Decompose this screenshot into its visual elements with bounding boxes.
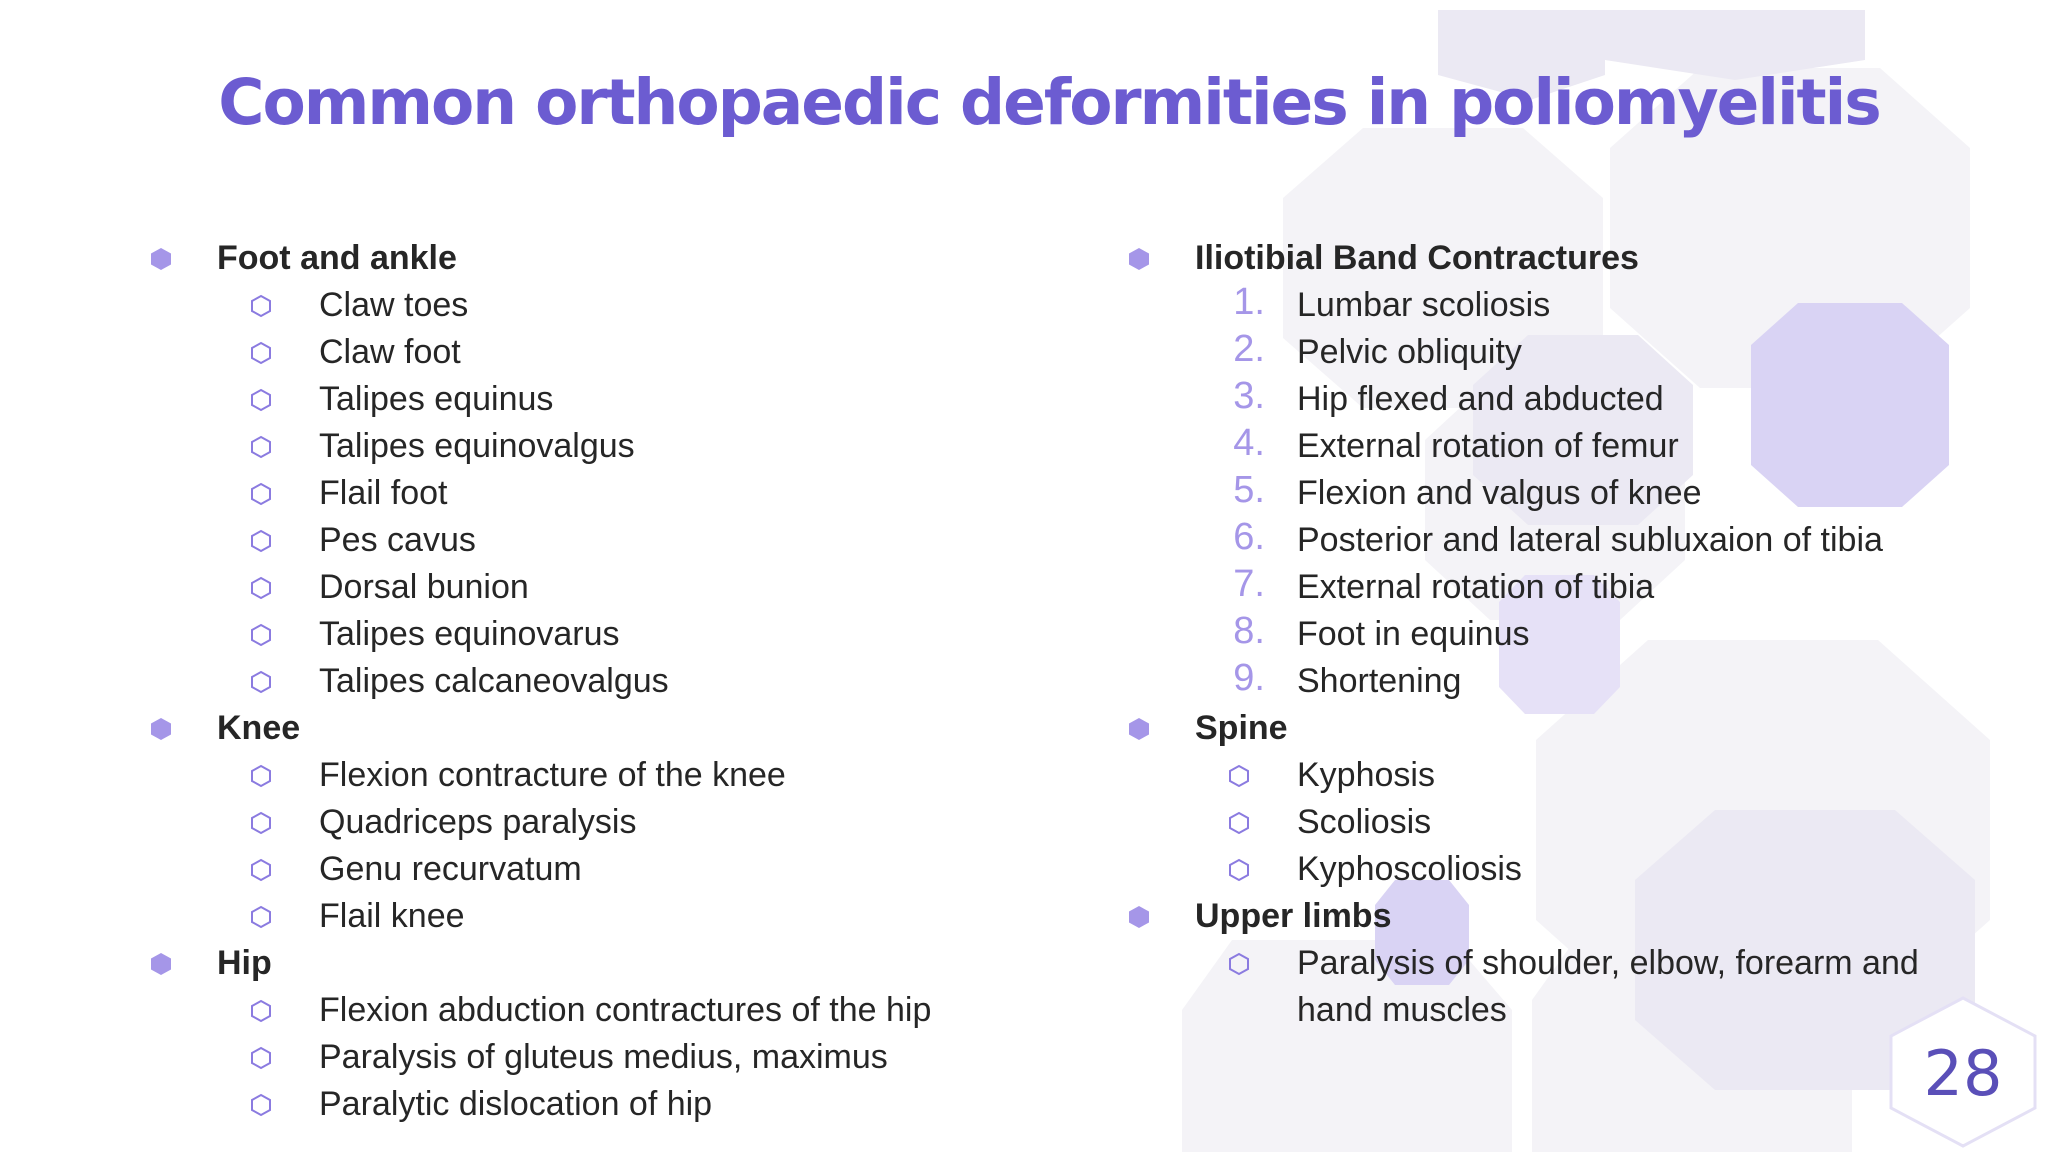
outline-hexagon-bullet-icon	[250, 858, 272, 882]
item-text: External rotation of femur	[1297, 427, 1679, 465]
outline-hexagon-bullet-icon	[250, 388, 272, 412]
heading-text: Foot and ankle	[217, 239, 457, 277]
item-text: External rotation of tibia	[1297, 568, 1655, 606]
outline-hexagon-bullet-icon	[1228, 811, 1250, 835]
outline-hexagon-bullet-icon	[1228, 952, 1250, 976]
slide-title: Common orthopaedic deformities in poliomyelitis	[218, 66, 1880, 139]
list-item	[319, 753, 786, 797]
list-item	[319, 847, 582, 891]
section-heading	[1195, 236, 1639, 280]
list-item	[319, 1035, 888, 1079]
numbered-item	[1233, 516, 1883, 562]
item-text: Flexion contracture of the knee	[319, 756, 786, 794]
section-heading	[1195, 894, 1391, 938]
filled-hexagon-bullet-icon	[150, 247, 172, 271]
list-item	[319, 424, 635, 468]
list-item	[319, 471, 448, 515]
item-text: Genu recurvatum	[319, 850, 582, 888]
item-text: Kyphosis	[1297, 756, 1435, 794]
item-text: Paralytic dislocation of hip	[319, 1085, 713, 1123]
numbered-item	[1233, 328, 1522, 374]
item-text: Flail foot	[319, 474, 448, 512]
heading-text: Upper limbs	[1195, 897, 1392, 935]
outline-hexagon-bullet-icon	[250, 341, 272, 365]
item-text: Lumbar scoliosis	[1297, 286, 1551, 324]
item-number: 3.	[1233, 375, 1265, 417]
filled-hexagon-bullet-icon	[1128, 247, 1150, 271]
item-text: Claw toes	[319, 286, 469, 324]
list-item	[319, 988, 931, 1032]
outline-hexagon-bullet-icon	[250, 435, 272, 459]
outline-hexagon-bullet-icon	[250, 905, 272, 929]
list-item	[319, 800, 636, 844]
filled-hexagon-bullet-icon	[150, 717, 172, 741]
heading-text: Iliotibial Band Contractures	[1195, 239, 1639, 277]
filled-hexagon-bullet-icon	[150, 952, 172, 976]
numbered-item	[1233, 281, 1551, 327]
section-heading	[217, 236, 457, 280]
outline-hexagon-bullet-icon	[250, 670, 272, 694]
page-number: 28	[1923, 1037, 2003, 1110]
item-text: Pelvic obliquity	[1297, 333, 1522, 371]
heading-text: Hip	[217, 944, 272, 982]
numbered-item	[1233, 422, 1679, 468]
item-number: 8.	[1233, 610, 1265, 652]
item-text: Talipes calcaneovalgus	[319, 662, 669, 700]
item-number: 5.	[1233, 469, 1265, 511]
list-item	[319, 377, 553, 421]
item-text: Shortening	[1297, 662, 1462, 700]
page-number-badge	[1888, 995, 2038, 1149]
outline-hexagon-bullet-icon	[250, 529, 272, 553]
section-heading	[1195, 706, 1288, 750]
item-text: Paralysis of shoulder, elbow, forearm and	[1297, 944, 1919, 982]
item-text: Posterior and lateral subluxaion of tibia	[1297, 521, 1883, 559]
list-item	[319, 565, 529, 609]
outline-hexagon-bullet-icon	[250, 1046, 272, 1070]
item-text: Paralysis of gluteus medius, maximus	[319, 1038, 888, 1076]
item-text: Claw foot	[319, 333, 461, 371]
numbered-item	[1233, 563, 1655, 609]
list-item	[1297, 800, 1431, 844]
item-number: 9.	[1233, 657, 1265, 699]
item-number: 7.	[1233, 563, 1265, 605]
item-text: Talipes equinovarus	[319, 615, 620, 653]
outline-hexagon-bullet-icon	[250, 764, 272, 788]
filled-hexagon-bullet-icon	[1128, 717, 1150, 741]
list-item	[1297, 847, 1522, 891]
outline-hexagon-bullet-icon	[250, 811, 272, 835]
outline-hexagon-bullet-icon	[1228, 858, 1250, 882]
heading-text: Spine	[1195, 709, 1288, 747]
section-heading	[217, 706, 300, 750]
list-item	[319, 894, 465, 938]
list-item	[319, 659, 669, 703]
item-text: Talipes equinovalgus	[319, 427, 635, 465]
item-text: Pes cavus	[319, 521, 476, 559]
item-number: 6.	[1233, 516, 1265, 558]
item-text: Hip flexed and abducted	[1297, 380, 1664, 418]
list-item	[1297, 753, 1435, 797]
item-text: Kyphoscoliosis	[1297, 850, 1522, 888]
list-item	[1297, 941, 1919, 985]
section-heading	[217, 941, 272, 985]
outline-hexagon-bullet-icon	[250, 294, 272, 318]
item-text: Scoliosis	[1297, 803, 1432, 841]
outline-hexagon-bullet-icon	[250, 999, 272, 1023]
item-text: Flexion abduction contractures of the hip	[319, 991, 932, 1029]
heading-text: Knee	[217, 709, 301, 747]
filled-hexagon-bullet-icon	[1128, 905, 1150, 929]
outline-hexagon-bullet-icon	[250, 1093, 272, 1117]
list-item	[319, 518, 476, 562]
outline-hexagon-bullet-icon	[1228, 764, 1250, 788]
outline-hexagon-bullet-icon	[250, 623, 272, 647]
item-text: Flail knee	[319, 897, 465, 935]
item-text: Quadriceps paralysis	[319, 803, 637, 841]
item-number: 1.	[1233, 281, 1265, 323]
item-number: 2.	[1233, 328, 1265, 370]
numbered-item	[1233, 469, 1702, 515]
outline-hexagon-bullet-icon	[250, 482, 272, 506]
item-number: 4.	[1233, 422, 1265, 464]
numbered-item	[1233, 610, 1530, 656]
item-text: Flexion and valgus of knee	[1297, 474, 1702, 512]
list-item-continuation	[1297, 988, 1507, 1032]
list-item	[319, 612, 620, 656]
item-text: Dorsal bunion	[319, 568, 529, 606]
numbered-item	[1233, 657, 1462, 703]
outline-hexagon-bullet-icon	[250, 576, 272, 600]
list-item	[319, 283, 468, 327]
item-text: hand muscles	[1297, 991, 1507, 1029]
list-item	[319, 330, 461, 374]
numbered-item	[1233, 375, 1664, 421]
list-item	[319, 1082, 712, 1126]
item-text: Foot in equinus	[1297, 615, 1530, 653]
item-text: Talipes equinus	[319, 380, 554, 418]
